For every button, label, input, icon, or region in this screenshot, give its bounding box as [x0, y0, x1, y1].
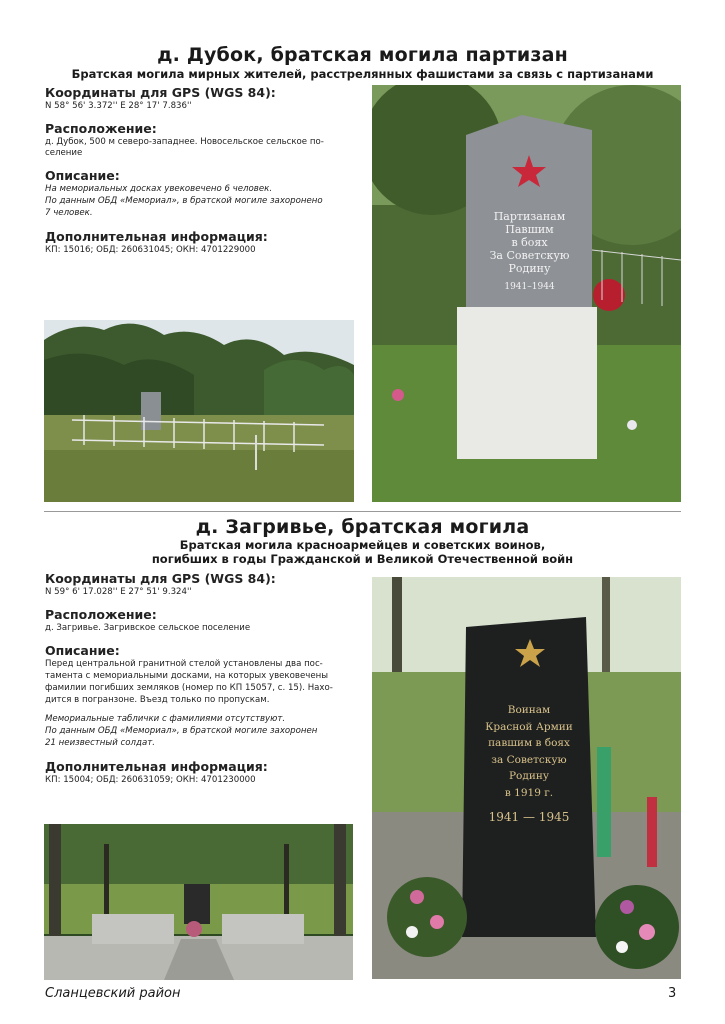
section2-description-line-3: фамилии погибших земляков (номер по КП 15057, с. 15). Нахо- [45, 683, 333, 693]
section2-subtitle-line-2: погибших в годы Гражданской и Великой Отечественной войн [151, 552, 574, 566]
section2-gps-value: N 59° 6' 17.028'' E 27° 51' 9.324'' [45, 587, 192, 597]
section2-description-italic-line-1: Мемориальные таблички с фамилиями отсутствуют. [45, 714, 286, 724]
section1-extra-value: КП: 15016; ОБД: 260631045; ОКН: 4701229000 [45, 245, 256, 255]
photo-dubok-stele [372, 85, 681, 502]
section1-gps-value: N 58° 56' 3.372'' E 28° 17' 7.836'' [45, 101, 192, 111]
section1-description-line-2: По данным ОБД «Мемориал», в братской могиле захоронено [45, 196, 323, 206]
section2-gps-heading: Координаты для GPS (WGS 84): [45, 571, 276, 586]
dubok-stele-line: Павшим [505, 223, 554, 236]
dubok-stele-line: Родину [508, 262, 551, 275]
section2-description-italic-line-3: 21 неизвестный солдат. [45, 738, 155, 748]
zagrivye-stele-years: 1941 — 1945 [488, 810, 570, 824]
section1-extra-heading: Дополнительная информация: [45, 229, 268, 244]
section2-subtitle-line-1: Братская могила красноармейцев и советских воинов, [179, 538, 546, 552]
section2-extra-value: КП: 15004; ОБД: 260631059; ОКН: 4701230000 [45, 775, 256, 785]
zagrivye-stele-line: Красной Армии [485, 720, 573, 733]
section1-location-line-2: селение [45, 148, 83, 158]
section2-description-line-4: дится в погранзоне. Въезд только по пропускам. [45, 695, 270, 705]
dubok-stele-line: в боях [511, 236, 548, 249]
zagrivye-stele-line: в 1919 г. [504, 786, 554, 799]
footer-region: Сланцевский район [45, 986, 181, 1001]
zagrivye-stele-line: павшим в боях [488, 737, 570, 749]
section2-description-line-2: тамента с мемориальными досками, на которых увековечены [45, 671, 329, 681]
section2-description-italic-line-2: По данным ОБД «Мемориал», в братской могиле захоронен [45, 726, 318, 736]
section1-description-line-3: 7 человек. [45, 208, 93, 218]
section1-description-heading: Описание: [45, 168, 120, 183]
section2-description-heading: Описание: [45, 643, 120, 658]
section1-location-heading: Расположение: [45, 121, 157, 136]
section1-description-line-1: На мемориальных досках увековечено 6 человек. [45, 184, 273, 194]
zagrivye-stele-line: за Советскую [491, 753, 567, 766]
section2-description-line-1: Перед центральной гранитной стелой установлены два пос- [45, 659, 323, 669]
section1-subtitle: Братская могила мирных жителей, расстрелянных фашистами за связь с партизанами [71, 67, 654, 81]
section2-location-heading: Расположение: [45, 607, 157, 622]
photo-zagrivye-park [44, 824, 353, 980]
section1-gps-heading: Координаты для GPS (WGS 84): [45, 85, 276, 100]
dubok-stele-years: 1941–1944 [504, 282, 555, 292]
zagrivye-stele-line: Воинам [507, 704, 551, 716]
section2-extra-heading: Дополнительная информация: [45, 759, 268, 774]
dubok-stele-line: Партизанам [493, 210, 566, 223]
section2-location-value: д. Загривье. Загривское сельское поселение [45, 623, 251, 633]
zagrivye-stele-line: Родину [508, 770, 550, 782]
dubok-stele-inscription [467, 210, 592, 294]
section1-location-line-1: д. Дубок, 500 м северо-западнее. Новосельское сельское по- [45, 137, 324, 147]
dubok-stele-line: За Советскую [489, 249, 570, 262]
section-divider [44, 511, 681, 512]
section1-title: д. Дубок, братская могила партизан [157, 44, 568, 66]
photo-dubok-field [44, 320, 354, 502]
section2-title: д. Загривье, братская могила [195, 516, 530, 538]
page-number: 3 [668, 986, 677, 1001]
photo-zagrivye-stele [372, 577, 681, 979]
zagrivye-stele-inscription [464, 702, 594, 826]
